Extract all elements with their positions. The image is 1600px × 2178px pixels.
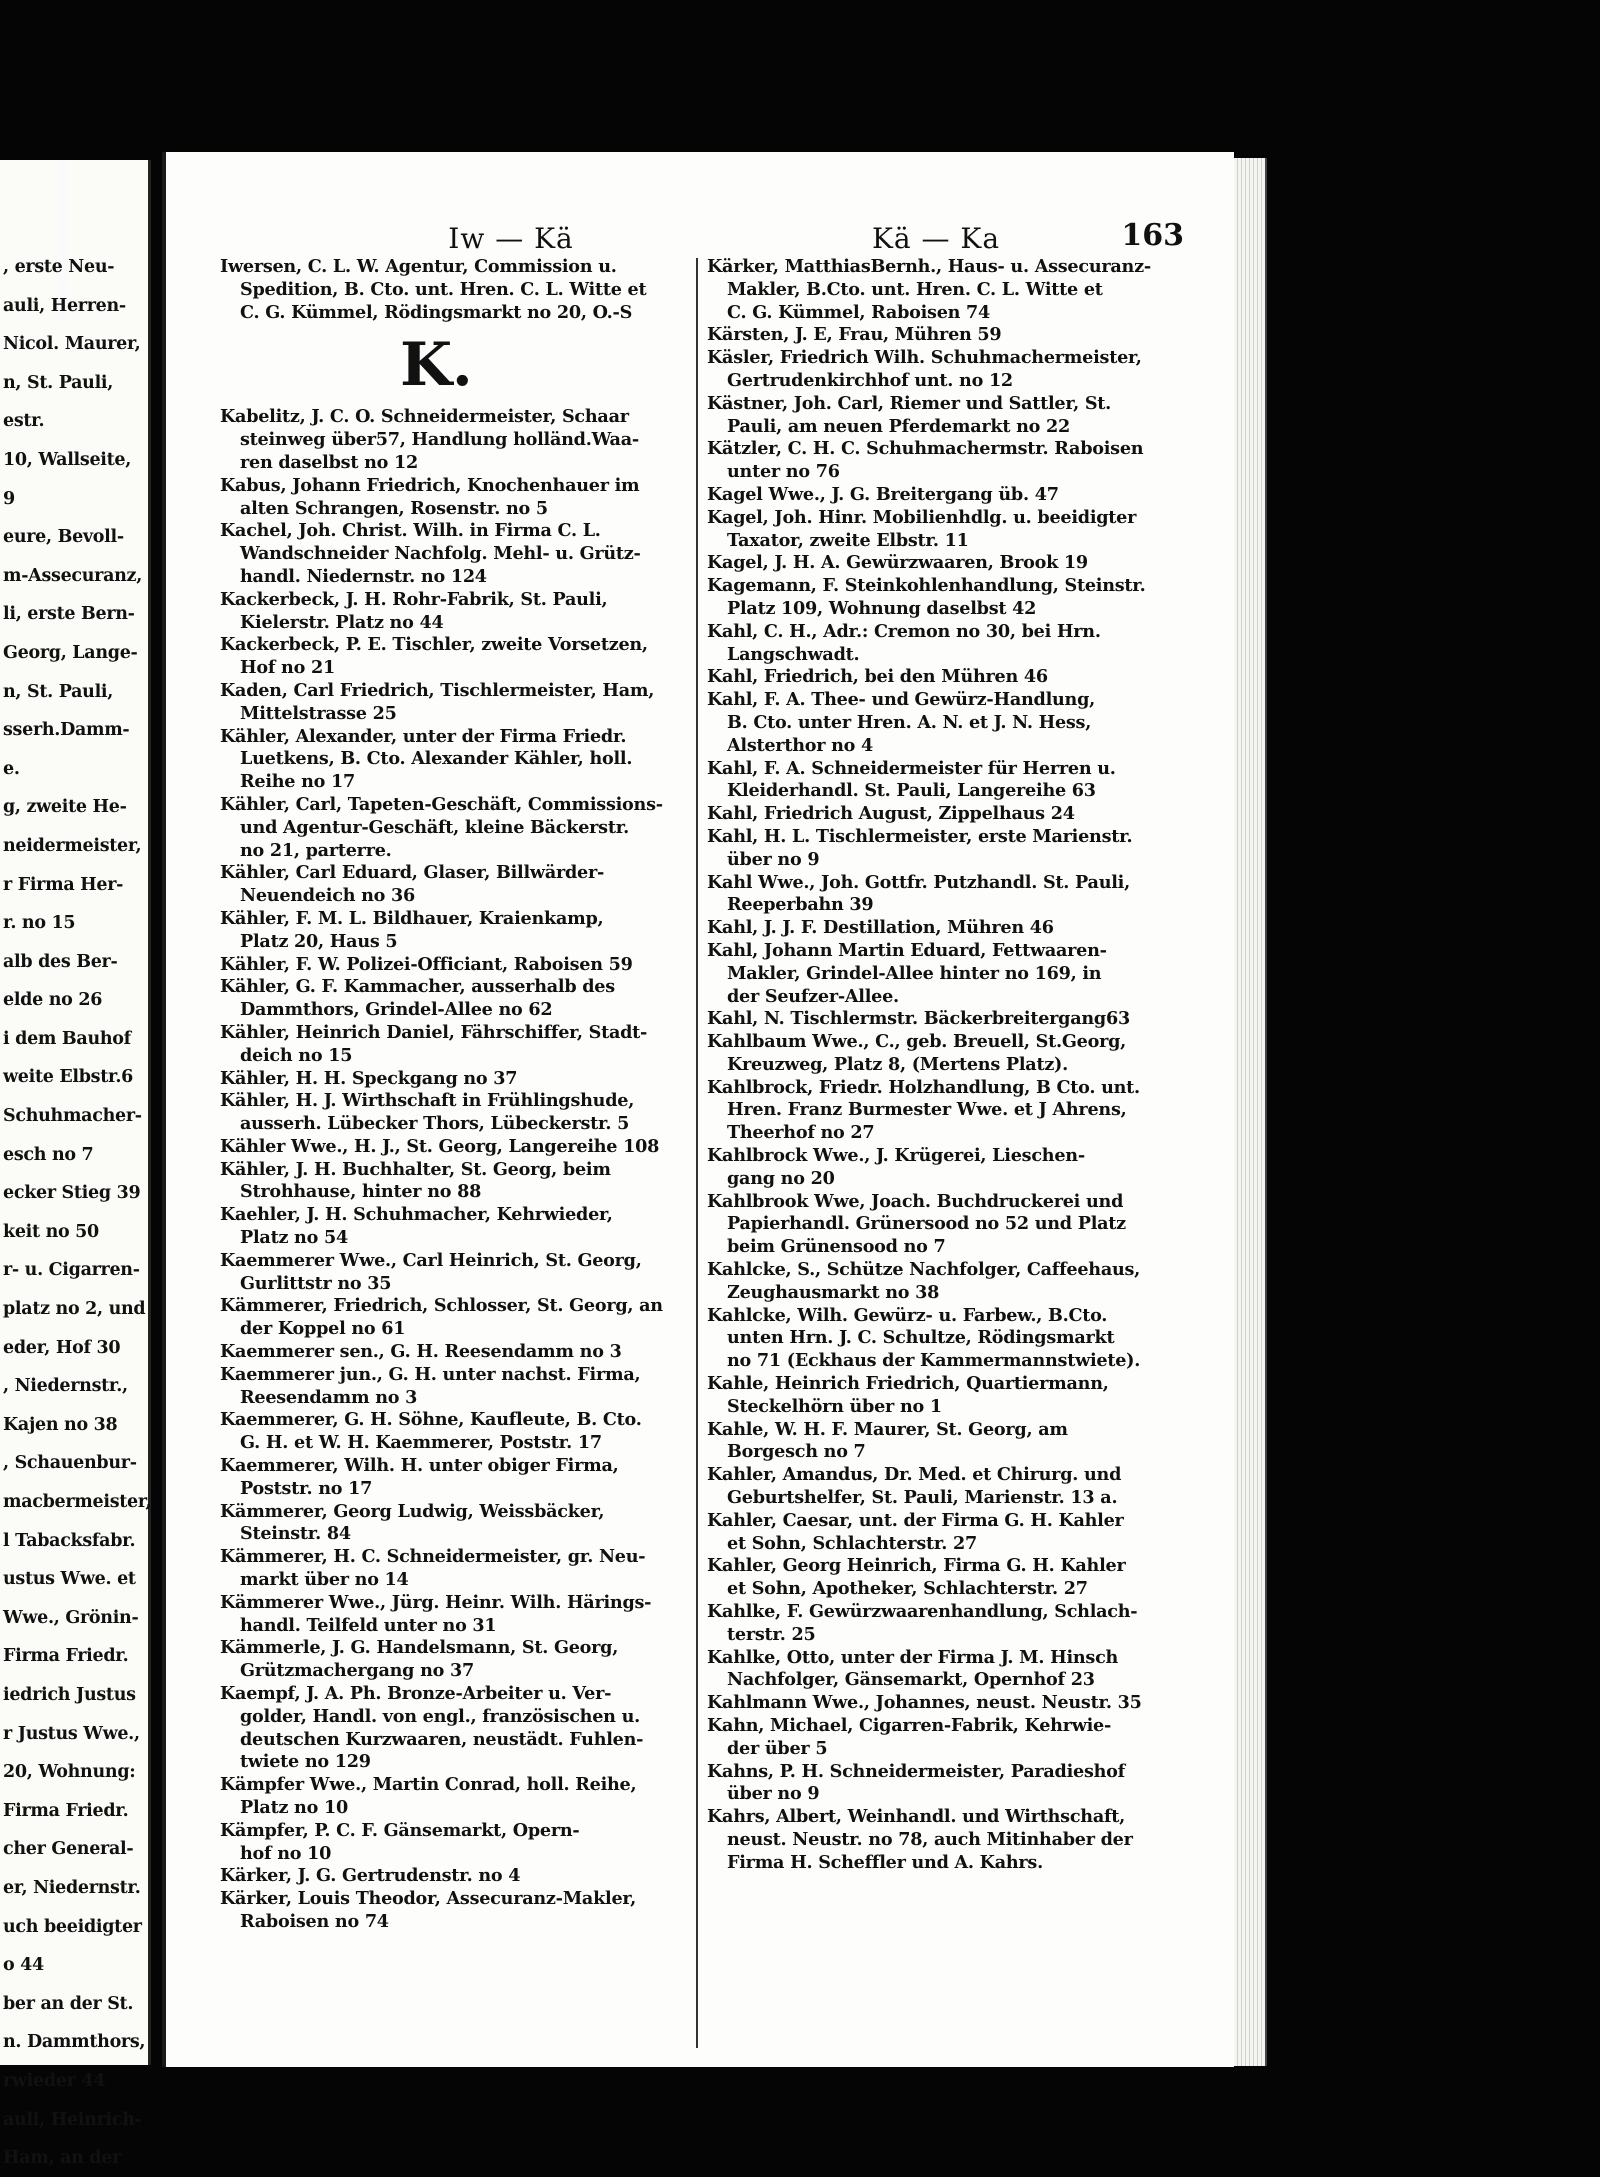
directory-entry [707, 1373, 1199, 1419]
page-edge-stack [1230, 158, 1267, 2066]
entry-line: Kahl, C. H., Adr.: Cremon no 30, bei Hrn. [707, 620, 1101, 642]
entry-line: Borgesch no 7 [727, 1441, 866, 1463]
entry-line: Kahns, P. H. Schneidermeister, Paradieshof [707, 1760, 1125, 1782]
entry-line: Kahlcke, Wilh. Gewürz- u. Farbew., B.Cto. [707, 1304, 1108, 1326]
entry-line: und Agentur-Geschäft, kleine Bäckerstr. [240, 816, 629, 838]
left-page-line: esch no 7 [3, 1144, 94, 1165]
directory-entry [707, 507, 1199, 553]
directory-entry [220, 680, 692, 726]
left-page-line: l Tabacksfabr. [3, 1530, 136, 1551]
entry-line: Kahlke, Otto, unter der Firma J. M. Hinsch [707, 1646, 1119, 1668]
entry-line: Kahlbrook Wwe, Joach. Buchdruckerei und [707, 1190, 1124, 1212]
entry-line: Kaemmerer, Wilh. H. unter obiger Firma, [220, 1455, 619, 1477]
left-page-line: elde no 26 [3, 990, 103, 1011]
left-page-line: ustus Wwe. et [3, 1569, 136, 1590]
directory-entry [707, 1191, 1199, 1259]
left-page-line: weite Elbstr.6 [3, 1067, 133, 1088]
directory-entry [220, 1090, 692, 1136]
left-page-line: r Firma Her- [3, 874, 124, 895]
directory-entry [707, 1761, 1199, 1807]
entry-line: Poststr. no 17 [240, 1477, 373, 1499]
entry-line: Kahl, Friedrich, bei den Mühren 46 [707, 666, 1048, 688]
directory-entry [707, 872, 1199, 918]
directory-entry [707, 1806, 1199, 1874]
entry-line: Neuendeich no 36 [240, 885, 415, 907]
entry-line: terstr. 25 [727, 1623, 816, 1645]
entry-line: Kähler, H. J. Wirthschaft in Frühlingshude, [220, 1090, 635, 1112]
entry-line: Hren. Franz Burmester Wwe. et J Ahrens, [727, 1099, 1127, 1121]
entry-line: Zeughausmarkt no 38 [727, 1281, 940, 1303]
entry-line: Kagel, Joh. Hinr. Mobilienhdlg. u. beeidigter [707, 506, 1137, 528]
entry-line: Kielerstr. Platz no 44 [240, 611, 444, 633]
left-page-line: Georg, Lange- [3, 642, 138, 663]
left-page-line: eder, Hof 30 [3, 1337, 121, 1358]
directory-entry [220, 976, 692, 1022]
entry-line: Kämpfer, P. C. F. Gänsemarkt, Opern- [220, 1819, 580, 1841]
entry-line: Kahlcke, S., Schütze Nachfolger, Caffeehaus, [707, 1259, 1141, 1281]
directory-entry [707, 621, 1199, 667]
entry-line: Kreuzweg, Platz 8, (Mertens Platz). [727, 1053, 1069, 1075]
entry-line: Kämmerle, J. G. Handelsmann, St. Georg, [220, 1637, 619, 1659]
directory-entry [707, 324, 1199, 347]
entry-line: Spedition, B. Cto. unt. Hren. C. L. Witte et [240, 278, 647, 300]
left-page-line: o 44 [3, 1955, 44, 1976]
entry-line: Nachfolger, Gänsemarkt, Opernhof 23 [727, 1669, 1095, 1691]
entry-line: B. Cto. unter Hren. A. N. et J. N. Hess, [727, 711, 1092, 733]
entry-line: Reihe no 17 [240, 771, 355, 793]
entry-line: Kästner, Joh. Carl, Riemer und Sattler, St. [707, 392, 1112, 414]
entry-line: unter no 76 [727, 461, 840, 483]
entry-line: Kleiderhandl. St. Pauli, Langereihe 63 [727, 780, 1096, 802]
entry-line: Grützmachergang no 37 [240, 1660, 474, 1682]
left-page-line: 10, Wallseite, [3, 449, 132, 470]
page-number: 163 [1121, 218, 1184, 253]
entry-line: Reeperbahn 39 [727, 894, 874, 916]
entry-line: Kämpfer Wwe., Martin Conrad, holl. Reihe, [220, 1774, 637, 1796]
directory-entry [220, 475, 692, 521]
entry-line: Kähler, Heinrich Daniel, Fährschiffer, Stadt- [220, 1021, 648, 1043]
entry-line: C. G. Kümmel, Raboisen 74 [727, 301, 991, 323]
entry-line: Taxator, zweite Elbstr. 11 [727, 529, 969, 551]
directory-entry [220, 1341, 692, 1364]
entry-line: Platz no 10 [240, 1797, 348, 1818]
entry-line: Käsler, Friedrich Wilh. Schuhmachermeister, [707, 347, 1142, 369]
directory-entry [707, 1510, 1199, 1556]
left-page-line: r Justus Wwe., [3, 1723, 140, 1744]
entry-line: hof no 10 [240, 1842, 332, 1864]
left-page-line: auli, Herren- [3, 295, 126, 316]
left-page-line: m-Assecuranz, [3, 565, 142, 586]
entry-line: Geburtshelfer, St. Pauli, Marienstr. 13 a. [727, 1487, 1118, 1509]
entry-line: Kachel, Joh. Christ. Wilh. in Firma C. L. [220, 520, 601, 542]
entry-line: Papierhandl. Grünersood no 52 und Platz [727, 1213, 1126, 1235]
entry-line: Theerhof no 27 [727, 1122, 875, 1144]
directory-entry [220, 1204, 692, 1250]
entry-line: Strohhause, hinter no 88 [240, 1181, 482, 1203]
entry-line: Kahlbrock Wwe., J. Krügerei, Lieschen- [707, 1145, 1085, 1167]
left-facing-page [0, 160, 152, 2169]
left-page-line: eure, Bevoll- [3, 527, 124, 548]
left-page-line: g, zweite He- [3, 797, 127, 818]
entry-line: Kagel Wwe., J. G. Breitergang üb. 47 [707, 483, 1059, 505]
entry-line: deich no 15 [240, 1044, 353, 1066]
directory-entry [220, 1501, 692, 1547]
entry-line: et Sohn, Schlachterstr. 27 [727, 1532, 978, 1554]
directory-entry [220, 1683, 692, 1774]
running-head-left: Iw — Kä [448, 222, 574, 255]
directory-entry [220, 589, 692, 635]
entry-line: et Sohn, Apotheker, Schlachterstr. 27 [727, 1578, 1088, 1600]
entry-line: Makler, Grindel-Allee hinter no 169, in [727, 962, 1102, 984]
entry-line: Kahl, N. Tischlermstr. Bäckerbreitergang63 [707, 1008, 1130, 1030]
directory-entry [220, 1022, 692, 1068]
directory-entry [707, 256, 1199, 324]
entry-line: Kahl, F. A. Thee- und Gewürz-Handlung, [707, 689, 1096, 711]
entry-line: Iwersen, C. L. W. Agentur, Commission u. [220, 256, 617, 277]
entry-line: Kähler Wwe., H. J., St. Georg, Langereihe 108 [220, 1135, 660, 1157]
entry-line: G. H. et W. H. Kaemmerer, Poststr. 17 [240, 1432, 602, 1454]
entry-line: Kähler, Carl Eduard, Glaser, Billwärder- [220, 862, 605, 884]
directory-entry [220, 1455, 692, 1501]
directory-entry [707, 1715, 1199, 1761]
entries-before-section [220, 256, 692, 324]
entry-line: Kahler, Georg Heinrich, Firma G. H. Kahler [707, 1555, 1126, 1577]
left-page-line: sserh.Damm- [3, 720, 130, 741]
running-head-right: Kä — Ka [871, 222, 1001, 255]
directory-entry [707, 1464, 1199, 1510]
entry-line: Kahl, F. A. Schneidermeister für Herren u. [707, 757, 1116, 779]
entry-line: Kackerbeck, J. H. Rohr-Fabrik, St. Pauli, [220, 588, 608, 610]
entry-line: Hof no 21 [240, 657, 335, 679]
left-page-line: alb des Ber- [3, 951, 118, 972]
entry-line: Steinstr. 84 [240, 1523, 351, 1545]
left-page-line: n. Dammthors, [3, 2032, 146, 2053]
entry-line: über no 9 [727, 1783, 820, 1805]
entry-line: Kagel, J. H. A. Gewürzwaaren, Brook 19 [707, 552, 1088, 574]
directory-entry [220, 1159, 692, 1205]
entry-line: Wandschneider Nachfolg. Mehl- u. Grütz- [240, 543, 641, 565]
left-page-line: n, St. Pauli, [3, 372, 114, 393]
entry-line: deutschen Kurzwaaren, neustädt. Fuhlen- [240, 1728, 644, 1750]
left-page-text [0, 248, 152, 2178]
entry-line: Kärker, J. G. Gertrudenstr. no 4 [220, 1865, 521, 1887]
directory-entry [707, 803, 1199, 826]
entry-line: Firma H. Scheffler und A. Kahrs. [727, 1851, 1043, 1873]
entry-line: der Koppel no 61 [240, 1318, 406, 1340]
entry-line: unten Hrn. J. C. Schultze, Rödingsmarkt [727, 1327, 1115, 1349]
left-page-line: Firma Friedr. [3, 1646, 129, 1667]
directory-entry [707, 438, 1199, 484]
left-page-line: ber an der St. [3, 1993, 134, 2014]
directory-entry [707, 1555, 1199, 1601]
entry-line: Kahrs, Albert, Weinhandl. und Wirthschaft, [707, 1806, 1126, 1828]
entry-line: Pauli, am neuen Pferdemarkt no 22 [727, 415, 1070, 437]
directory-entry [220, 908, 692, 954]
directory-entry [220, 1820, 692, 1866]
directory-entry [707, 1305, 1199, 1373]
entry-line: Kahlmann Wwe., Johannes, neust. Neustr. 35 [707, 1692, 1142, 1714]
entry-line: Kaemmerer Wwe., Carl Heinrich, St. Georg, [220, 1249, 642, 1271]
entry-line: Kärker, MatthiasBernh., Haus- u. Assecuranz- [707, 256, 1151, 277]
entry-line: markt über no 14 [240, 1569, 409, 1591]
entry-line: golder, Handl. von engl., französischen u. [240, 1705, 641, 1727]
section-letter: K. [400, 330, 473, 401]
left-page-line: Ham, an der [3, 2148, 122, 2169]
directory-entry [220, 1364, 692, 1410]
left-page-line: , erste Neu- [3, 257, 115, 277]
entry-line: Kämmerer Wwe., Jürg. Heinr. Wilh. Härings- [220, 1591, 652, 1613]
directory-entry [220, 1136, 692, 1159]
entry-line: handl. Teilfeld unter no 31 [240, 1614, 497, 1636]
entry-line: Kahle, Heinrich Friedrich, Quartiermann, [707, 1373, 1109, 1395]
directory-entry [707, 917, 1199, 940]
entry-line: ren daselbst no 12 [240, 451, 418, 473]
column-divider [696, 258, 698, 2048]
left-page-line: i dem Bauhof [3, 1028, 131, 1049]
entry-line: handl. Niedernstr. no 124 [240, 565, 487, 587]
directory-entry [220, 1250, 692, 1296]
entry-line: Kabus, Johann Friedrich, Knochenhauer im [220, 474, 640, 496]
directory-entry [220, 1295, 692, 1341]
left-page-line: n, St. Pauli, [3, 681, 114, 702]
left-column [220, 256, 692, 1934]
directory-entry [220, 256, 692, 324]
directory-entry [220, 1865, 692, 1888]
entry-line: Reesendamm no 3 [240, 1386, 418, 1408]
directory-entry [707, 826, 1199, 872]
entry-line: ausserh. Lübecker Thors, Lübeckerstr. 5 [240, 1113, 630, 1135]
entry-line: Gertrudenkirchhof unt. no 12 [727, 369, 1013, 391]
entry-line: Luetkens, B. Cto. Alexander Kähler, holl. [240, 748, 633, 770]
entry-line: steinweg über57, Handlung holländ.Waa- [240, 429, 639, 451]
entry-line: Kähler, H. H. Speckgang no 37 [220, 1067, 518, 1089]
entry-line: Kähler, F. M. L. Bildhauer, Kraienkamp, [220, 907, 604, 929]
entry-line: Platz no 54 [240, 1227, 348, 1249]
entry-line: Kahl, Friedrich August, Zippelhaus 24 [707, 803, 1075, 825]
directory-entry [707, 393, 1199, 439]
entry-line: Kahl Wwe., Joh. Gottfr. Putzhandl. St. Pauli, [707, 871, 1130, 893]
entry-line: Kärker, Louis Theodor, Assecuranz-Makler, [220, 1888, 637, 1910]
entry-line: Kähler, Alexander, unter der Firma Friedr. [220, 725, 627, 747]
directory-entry [707, 940, 1199, 1008]
left-page-line: rwieder 44 [3, 2070, 106, 2091]
entry-line: Dammthors, Grindel-Allee no 62 [240, 999, 553, 1021]
entry-line: Mittelstrasse 25 [240, 702, 397, 724]
directory-entry [707, 758, 1199, 804]
directory-entry [220, 1774, 692, 1820]
left-page-line: macbermeister, [3, 1492, 152, 1512]
entry-line: no 71 (Eckhaus der Kammermannstwiete). [727, 1350, 1141, 1372]
entry-line: beim Grünensood no 7 [727, 1236, 946, 1258]
directory-page [162, 152, 1234, 2067]
left-page-line: uch beeidigter [3, 1916, 142, 1937]
directory-entry [707, 575, 1199, 621]
entry-line: Kaden, Carl Friedrich, Tischlermeister, Ham, [220, 679, 655, 701]
directory-entry [220, 862, 692, 908]
entry-line: alten Schrangen, Rosenstr. no 5 [240, 497, 548, 519]
left-column-entries [220, 406, 692, 1933]
directory-entry [707, 1419, 1199, 1465]
left-page-line: e. [3, 758, 20, 779]
left-page-line: ecker Stieg 39 [3, 1183, 141, 1204]
entry-line: twiete no 129 [240, 1751, 371, 1773]
directory-entry [707, 1647, 1199, 1693]
entry-line: Kahl, H. L. Tischlermeister, erste Marienstr. [707, 825, 1133, 847]
right-column-entries [707, 256, 1199, 1875]
left-page-line: , Niedernstr., [3, 1376, 128, 1397]
directory-entry [707, 552, 1199, 575]
entry-line: Kahl, J. J. F. Destillation, Mühren 46 [707, 917, 1054, 939]
entry-line: Kaehler, J. H. Schuhmacher, Kehrwieder, [220, 1204, 613, 1226]
left-page-line: 20, Wohnung: [3, 1762, 136, 1783]
entry-line: Steckelhörn über no 1 [727, 1395, 942, 1417]
left-page-line: er, Niedernstr. [3, 1877, 141, 1898]
entry-line: Kaemmerer, G. H. Söhne, Kaufleute, B. Cto. [220, 1409, 642, 1431]
entry-line: Kaempf, J. A. Ph. Bronze-Arbeiter u. Ver- [220, 1683, 612, 1705]
entry-line: Kahn, Michael, Cigarren-Fabrik, Kehrwie- [707, 1715, 1112, 1736]
entry-line: Kackerbeck, P. E. Tischler, zweite Vorsetzen, [220, 634, 648, 656]
directory-entry [220, 726, 692, 794]
entry-line: gang no 20 [727, 1167, 835, 1189]
left-page-line: estr. [3, 411, 45, 432]
directory-entry [220, 794, 692, 862]
directory-entry [220, 1409, 692, 1455]
directory-entry [707, 1601, 1199, 1647]
entry-line: Kämmerer, Friedrich, Schlosser, St. Georg, an [220, 1295, 663, 1317]
entry-line: der Seufzer-Allee. [727, 985, 899, 1007]
entry-line: Kähler, Carl, Tapeten-Geschäft, Commissions- [220, 793, 663, 815]
left-page-line: neidermeister, [3, 835, 142, 856]
directory-entry [220, 1888, 692, 1934]
entry-line: Kahlke, F. Gewürzwaarenhandlung, Schlach- [707, 1601, 1138, 1623]
left-page-line: auli, Heinrich- [3, 2109, 142, 2130]
directory-entry [707, 347, 1199, 393]
directory-entry [707, 1145, 1199, 1191]
entry-line: Makler, B.Cto. unt. Hren. C. L. Witte et [727, 278, 1103, 300]
entry-line: der über 5 [727, 1737, 828, 1759]
left-page-line: 9 [3, 488, 15, 509]
entry-line: Alsterthor no 4 [727, 734, 874, 756]
left-page-line: , Schauenbur- [3, 1453, 137, 1474]
entry-line: Kahler, Amandus, Dr. Med. et Chirurg. und [707, 1464, 1122, 1486]
directory-entry [220, 520, 692, 588]
entry-line: Kabelitz, J. C. O. Schneidermeister, Schaar [220, 406, 629, 428]
left-page-line: Wwe., Grönin- [3, 1607, 139, 1628]
left-page-line: r- u. Cigarren- [3, 1260, 140, 1281]
entry-line: Kähler, F. W. Polizei-Officiant, Raboisen 59 [220, 953, 633, 975]
directory-entry [220, 1546, 692, 1592]
directory-entry [707, 484, 1199, 507]
directory-entry [220, 1592, 692, 1638]
directory-entry [707, 1008, 1199, 1031]
entry-line: Kämmerer, H. C. Schneidermeister, gr. Neu- [220, 1546, 646, 1568]
entry-line: Kätzler, C. H. C. Schuhmachermstr. Raboisen [707, 438, 1144, 460]
entry-line: Kähler, J. H. Buchhalter, St. Georg, beim [220, 1158, 611, 1180]
left-page-line: Nicol. Maurer, [3, 334, 141, 355]
entry-line: Kahle, W. H. F. Maurer, St. Georg, am [707, 1418, 1068, 1440]
entry-line: Kahlbrock, Friedr. Holzhandlung, B Cto. unt. [707, 1076, 1140, 1098]
entry-line: Kahler, Caesar, unt. der Firma G. H. Kahler [707, 1509, 1124, 1531]
directory-entry [220, 1068, 692, 1091]
directory-entry [707, 1259, 1199, 1305]
entry-line: Raboisen no 74 [240, 1910, 389, 1932]
entry-line: Kagemann, F. Steinkohlenhandlung, Steinstr. [707, 575, 1146, 597]
left-page-line: cher General- [3, 1839, 134, 1860]
entry-line: Kaemmerer jun., G. H. unter nachst. Firma, [220, 1363, 641, 1385]
entry-line: Gurlittstr no 35 [240, 1272, 392, 1294]
entry-line: über no 9 [727, 848, 820, 870]
left-page-line: Kajen no 38 [3, 1414, 118, 1435]
directory-entry [220, 634, 692, 680]
left-page-line: Firma Friedr. [3, 1800, 129, 1821]
entry-line: Platz 109, Wohnung daselbst 42 [727, 597, 1037, 619]
entry-line: no 21, parterre. [240, 839, 392, 861]
entry-line: C. G. Kümmel, Rödingsmarkt no 20, O.-S [240, 301, 633, 323]
entry-line: Kahl, Johann Martin Eduard, Fettwaaren- [707, 939, 1107, 961]
entry-line: Langschwadt. [727, 643, 860, 665]
left-page-line: Schuhmacher- [3, 1106, 142, 1127]
directory-entry [707, 666, 1199, 689]
directory-entry [220, 406, 692, 474]
left-page-line: li, erste Bern- [3, 604, 135, 625]
left-page-line: r. no 15 [3, 913, 76, 934]
right-column [707, 256, 1199, 1875]
directory-entry [707, 1692, 1199, 1715]
entry-line: Platz 20, Haus 5 [240, 930, 398, 952]
left-page-line: platz no 2, und [3, 1299, 146, 1320]
directory-entry [220, 1637, 692, 1683]
entry-line: Kärsten, J. E, Frau, Mühren 59 [707, 324, 1002, 346]
entry-line: Kaemmerer sen., G. H. Reesendamm no 3 [220, 1341, 622, 1363]
entry-line: Kämmerer, Georg Ludwig, Weissbäcker, [220, 1500, 605, 1522]
entry-line: Kahlbaum Wwe., C., geb. Breuell, St.Georg, [707, 1031, 1127, 1053]
entry-line: Kähler, G. F. Kammacher, ausserhalb des [220, 976, 615, 998]
directory-entry [707, 689, 1199, 757]
directory-entry [707, 1077, 1199, 1145]
directory-entry [707, 1031, 1199, 1077]
directory-entry [220, 954, 692, 977]
left-page-line: iedrich Justus [3, 1684, 136, 1705]
left-page-line: keit no 50 [3, 1221, 99, 1242]
entry-line: neust. Neustr. no 78, auch Mitinhaber der [727, 1828, 1133, 1850]
